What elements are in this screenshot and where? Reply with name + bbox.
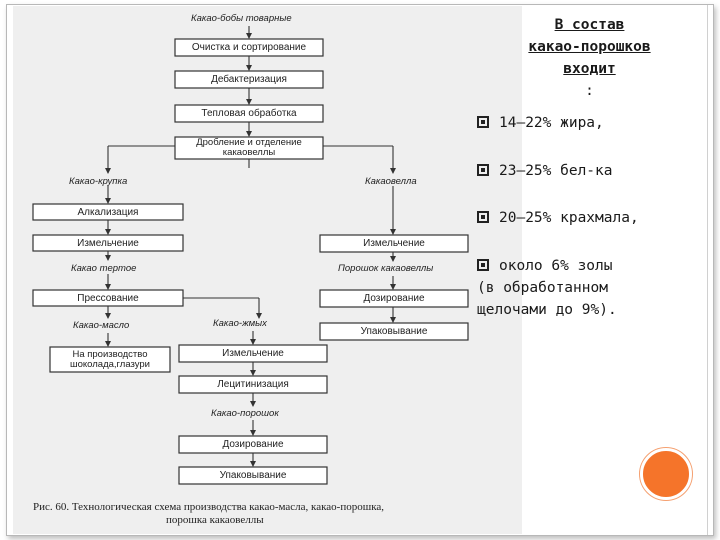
heading-line-3: входит	[563, 61, 616, 77]
bullet-protein	[477, 160, 613, 182]
heading-line-1: В состав	[554, 17, 625, 33]
label-shell-powder: Порошок какаовеллы	[338, 263, 434, 274]
label-nibs: Какао-крупка	[69, 176, 128, 187]
frame-divider-line	[707, 5, 708, 535]
label-dosing-center: Дозирование	[222, 439, 284, 450]
checkbox-bullet-icon	[477, 211, 489, 223]
label-debacterization: Дебактеризация	[211, 74, 287, 85]
bullet-ash-text: около 6% золы	[499, 258, 613, 274]
label-packing-right: Упаковывание	[360, 326, 428, 337]
label-alkalization: Алкализация	[77, 206, 139, 218]
checkbox-bullet-icon	[477, 164, 489, 176]
label-cake: Какао-жмых	[213, 318, 267, 329]
label-dosing-right: Дозирование	[363, 293, 425, 304]
label-grinding-right: Измельчение	[363, 238, 425, 249]
label-shell: Какаовелла	[365, 176, 417, 187]
label-packing-center: Упаковывание	[219, 470, 287, 481]
label-grinding-left: Измельчение	[77, 237, 139, 249]
bullet-starch-text: 20—25% крахмала,	[499, 210, 639, 226]
label-thermal: Тепловая обработка	[201, 108, 297, 119]
heading-colon: :	[585, 83, 594, 99]
caption-line-1: Рис. 60. Технологическая схема производства какао-масла, какао-порошка,	[33, 501, 385, 513]
bullet-starch	[477, 207, 639, 229]
caption-line-2: порошка какаовеллы	[166, 514, 264, 526]
flowchart-scan	[13, 6, 522, 534]
label-pressing: Прессование	[77, 292, 139, 304]
bullet-fat	[477, 112, 604, 134]
label-butter: Какао-масло	[73, 320, 130, 331]
label-grinding-center: Измельчение	[222, 348, 284, 359]
label-crushing: Дробление и отделение какаовеллы	[196, 137, 302, 158]
figure-caption	[33, 501, 503, 527]
bullet-ash	[477, 255, 613, 277]
bullet-ash-continuation-1: (в обработанном	[477, 280, 608, 296]
label-production: На производство шоколада,глазури	[70, 348, 150, 370]
bullet-protein-text: 23—25% бел-ка	[499, 163, 613, 179]
composition-panel	[477, 14, 702, 318]
bullet-ash-continuation-2: щелочами до 9%).	[477, 302, 617, 318]
label-cleaning: Очистка и сортирование	[191, 42, 307, 53]
label-lecithin: Лецитинизация	[217, 379, 289, 390]
label-liquor: Какао тертое	[71, 263, 137, 274]
label-powder: Какао-порошок	[211, 408, 279, 419]
bullet-fat-text: 14—22% жира,	[499, 115, 604, 131]
checkbox-bullet-icon	[477, 116, 489, 128]
checkbox-bullet-icon	[477, 259, 489, 271]
label-cocoa-beans: Какао-бобы товарные	[191, 13, 292, 24]
decorative-orange-circle	[640, 448, 692, 500]
heading-line-2: какао-порошков	[528, 39, 651, 55]
composition-heading	[477, 14, 702, 102]
